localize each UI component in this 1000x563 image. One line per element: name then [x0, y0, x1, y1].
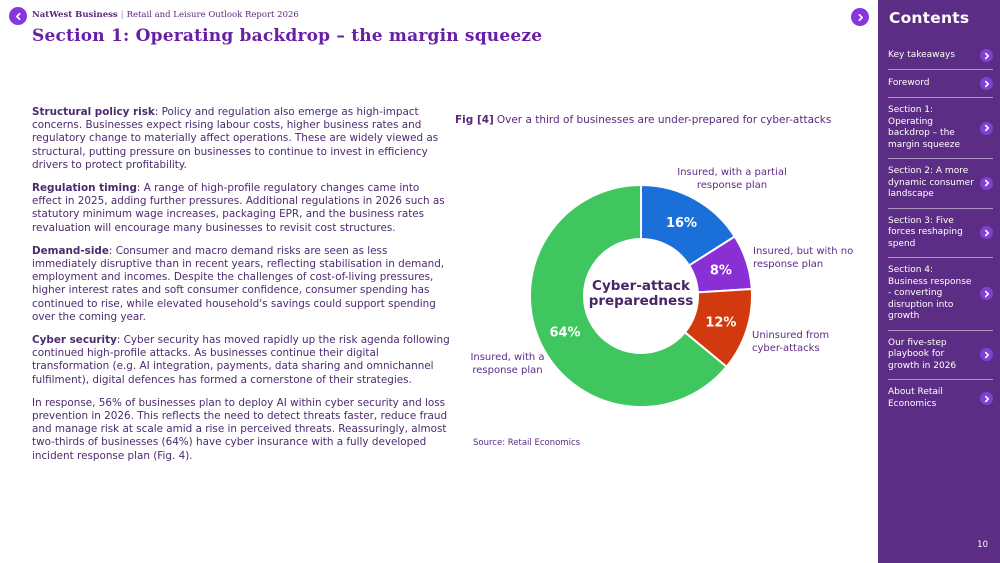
- slice-percent-label: 8%: [709, 263, 732, 279]
- paragraph: In response, 56% of businesses plan to deploy AI within cyber security and loss prevention in 2026. This reflects the need to detect threats faster, reduce fraud and manage risk at scale amid a rise in perceived threats. Reassuringly, almost two-thirds of businesses (64%) have cyber insurance with a fully developed incident response plan (Fig. 4).: [32, 396, 448, 462]
- breadcrumb-separator: |: [120, 10, 124, 20]
- sidebar-item-0[interactable]: [888, 42, 993, 69]
- chevron-left-icon: [14, 12, 23, 21]
- sidebar-title: Contents: [889, 9, 970, 27]
- chevron-right-icon[interactable]: [980, 49, 993, 62]
- figure-caption: Fig [4] Over a third of businesses are under-prepared for cyber-attacks: [455, 114, 832, 126]
- chevron-right-icon[interactable]: [980, 177, 993, 190]
- segment-label-no-response-plan: Insured, but with no response plan: [753, 246, 854, 270]
- chevron-right-icon[interactable]: [980, 226, 993, 239]
- brand-name: NatWest Business: [32, 10, 118, 20]
- figure-cyber-attack-preparedness: [450, 110, 880, 460]
- article-text: [32, 106, 452, 473]
- sidebar-item-label: About Retail Economics: [888, 387, 943, 409]
- contents-sidebar: [878, 0, 1000, 563]
- paragraph: Cyber security: Cyber security has moved rapidly up the risk agenda following continued high-profile attacks. As businesses continue their digital transformation (e.g. AI integration, payments, data sharing and omnichannel fulfilment), digital defences has formed a cornerstone of their strategies.: [32, 334, 450, 386]
- paragraph: Structural policy risk: Policy and regulation also emerge as high-impact concerns. Businesses expect rising labour costs, higher business rates and regulatory change to materially affect operations. These are widely viewed as structural, putting pressure on businesses to continue to invest in efficiency drivers to protect profitability.: [32, 106, 439, 171]
- segment-label-response-plan: Insured, with a response plan: [470, 352, 545, 376]
- sidebar-item-label: Section 3: Five forces reshaping spend: [888, 215, 963, 249]
- sidebar-item-label: Foreword: [888, 77, 930, 88]
- paragraph: Demand-side: Consumer and macro demand risks are seen as less immediately disruptive than in recent years, reflecting stabilisation in demand, employment and incomes. Despite the challenges of cost-of-living pressures, higher interest rates and soft consumer confidence, consumer spending has continued to rise, while elevated household's savings could support spending over the coming year.: [32, 244, 445, 323]
- chevron-right-icon[interactable]: [980, 392, 993, 405]
- sidebar-item-label: Section 4: Business response - converting disruption into growth: [888, 265, 972, 321]
- sidebar-item-7[interactable]: [888, 379, 993, 417]
- breadcrumb: [32, 10, 299, 20]
- sidebar-item-5[interactable]: [888, 257, 993, 330]
- chevron-right-icon[interactable]: [980, 348, 993, 361]
- sidebar-item-label: Section 1: Operating backdrop – the margin squeeze: [888, 105, 961, 150]
- sidebar-item-label: Our five-step playbook for growth in 2026: [888, 337, 957, 371]
- sidebar-item-label: Key takeaways: [888, 49, 956, 60]
- slice-percent-label: 64%: [549, 325, 581, 341]
- page-title: Section 1: Operating backdrop – the margin squeeze: [32, 26, 543, 46]
- segment-label-uninsured: Uninsured from cyber-attacks: [752, 330, 830, 354]
- chevron-right-icon[interactable]: [980, 77, 993, 90]
- sidebar-item-1[interactable]: [888, 69, 993, 97]
- sidebar-item-label: Section 2: A more dynamic consumer landscape: [888, 166, 974, 199]
- sidebar-item-6[interactable]: [888, 330, 993, 380]
- chevron-right-icon[interactable]: [980, 122, 993, 135]
- segment-label-partial-response-plan: Insured, with a partial response plan: [677, 167, 787, 191]
- slice-percent-label: 12%: [705, 315, 737, 331]
- sidebar-item-3[interactable]: [888, 158, 993, 208]
- page-number: 10: [977, 540, 988, 550]
- report-title: Retail and Leisure Outlook Report 2026: [126, 10, 299, 20]
- paragraph: Regulation timing: A range of high-profile regulatory changes came into effect in 2025, adding further pressures. Additional regulations in 2026 such as statutory minimum wage increases, packaging EPR, and the business rates revaluation will encourage many businesses to revisit cost structures.: [32, 182, 445, 234]
- sidebar-item-4[interactable]: [888, 208, 993, 258]
- chevron-right-icon[interactable]: [980, 287, 993, 300]
- figure-number: Fig [4]: [455, 114, 494, 126]
- donut-center-label: Cyber-attack preparedness: [588, 278, 694, 309]
- slice-percent-label: 16%: [665, 215, 698, 231]
- back-button[interactable]: [9, 7, 27, 25]
- sidebar-item-2[interactable]: [888, 97, 993, 158]
- chevron-right-icon: [856, 13, 865, 22]
- figure-source: Source: Retail Economics: [473, 438, 581, 448]
- contents-list: [888, 42, 993, 417]
- next-button[interactable]: [851, 8, 869, 26]
